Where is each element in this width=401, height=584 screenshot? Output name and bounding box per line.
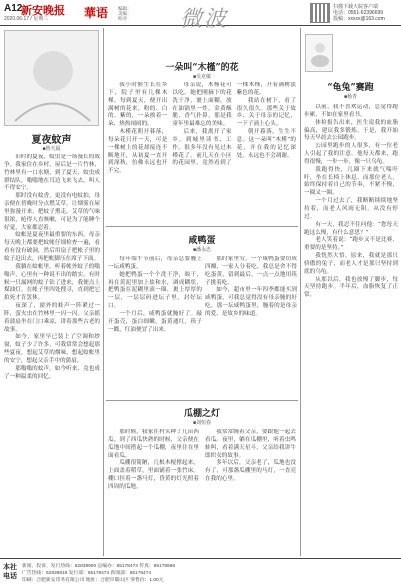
- article-body: [4, 154, 100, 556]
- qr-line: 投稿：xxxxx@163.com: [333, 16, 385, 22]
- qr-line: 电话：0551-62396699: [333, 10, 384, 16]
- article-paragraph: 我恍然大悟。原来，我就是那只骄傲的兔子，而老人才是那只坚持到底的乌龟。: [304, 253, 398, 275]
- article-paragraph: 我跑得快，几圈下来就气喘吁吁，坐在长椅上休息。而那位老人，始终保持着自己的节奏，不紧不慢，一圈又一圈。: [304, 166, 398, 197]
- article-paragraph: 木槿花朝开暮落，每朵花只开一天，可是一棵树上的花却接连不断地开，从初夏一直开到深秋，仿佛永远也开不完。: [108, 129, 168, 175]
- designer-line: 美编：: [118, 11, 132, 16]
- article-paragraph: 老人笑着说：“跑步又不是比赛，重要的是坚持。”: [304, 237, 398, 252]
- article-paragraph: 一个月过去了，我断断续续地坚持着，而老人风雨无阻，从没有停过。: [304, 198, 398, 220]
- article-paragraph: 母亲说，木槿花可以吃。她把刚摘下的花洗干净，裹上面糊，放在油锅里一炸，金黄酥脆，香气扑鼻。那是我童年里最难忘的美味。: [172, 82, 232, 128]
- article-paragraph: 她把鸭蛋一个个洗干净，晾干，再在黄泥里加上盐和水，调成糊状，把鸭蛋在泥糊里滚一圈，裹上厚厚的一层，一层层码进坛子里，封好坛口。: [108, 271, 202, 310]
- article-body: [304, 104, 398, 556]
- page-number: A12: [4, 3, 23, 14]
- section-divider: [106, 400, 298, 401]
- article-byline: ■潘永忠: [192, 247, 212, 253]
- illustration-image: [4, 30, 99, 126]
- article-paragraph: 如今，超市里一年四季都能买到咸鸭蛋，可我总觉得没有母亲腌的好吃。那一坛咸鸭蛋里，腌着的是母亲的爱，是故乡的味道。: [205, 287, 297, 317]
- newspaper-name: 新安晚报: [21, 4, 65, 17]
- article-paragraph: 后来，我离开了家乡，到城里读书、工作，很多年没有见过木槿花了。前几天在小区的花园里，竟然看到了一棵木槿，开着满树淡紫色的花。: [172, 82, 296, 167]
- article-paragraph: 从那以后，我也放慢了脚步，每天坚持跑步。半年后，血脂恢复了正常。: [304, 276, 398, 299]
- article-title: “龟兔”赛跑: [327, 83, 374, 93]
- article-paragraph: 以前，我不喜欢运动，总觉得跑步累，不如在家里看书。: [304, 104, 398, 118]
- article-paragraph: 那时候，我家在村头种了几亩西瓜。到了西瓜快熟的时候，父亲便在瓜地中间搭起一个瓜棚，夜里住在里面看瓜。: [108, 429, 199, 459]
- article-paragraph: 那时家里穷，一个咸鸭蛋要切成四瓣，一家人分着吃。我总是舍不得吃蛋黄，留到最后，一点一点地用筷子挑着吃。: [205, 256, 297, 286]
- column-divider: [300, 28, 301, 556]
- footer-line: 新闻、投诉、发行热线：62839900 总编办：65178474 传真：65178968: [22, 564, 176, 569]
- article-paragraph: 每年端午节前后，母亲总要腌上一坛咸鸭蛋。: [108, 256, 202, 270]
- editor-credits: [118, 6, 132, 21]
- qr-line: 扫描下载大皖客户端: [333, 4, 379, 10]
- editor-line: 编辑：: [118, 6, 132, 11]
- article-paragraph: 我站在树下，看了很久很久。那些关于故乡、关于母亲的记忆，一下子涌上心头。: [236, 97, 296, 128]
- issue-date: 2020.06.17 / 星期三: [4, 16, 49, 22]
- article-title: 咸鸭蛋: [188, 236, 216, 246]
- article-paragraph: 那嗡嗡的蚊声，如今听来，竟也成了一种温柔的回忆。: [4, 365, 100, 380]
- article-paragraph: 瓜棚很简陋，几根木棍撑起来，上面盖着稻草，里面铺着一张竹床。棚口挂着一盏马灯，昏黄的灯光照着四周的瓜地。: [108, 460, 199, 490]
- article-body: [108, 429, 296, 555]
- qr-code-icon: [310, 3, 330, 23]
- article-title: 一朵叫“木槿”的花: [165, 63, 239, 73]
- footer-line: 广告热线：62839818 发行部：65178474 新闻部：65178474: [22, 571, 152, 576]
- article-paragraph: 多年以后，父亲老了，瓜地也没有了，可那盏瓜棚里的马灯，一直亮在我的心里。: [205, 460, 296, 483]
- footer-label: 本社电话: [3, 564, 17, 580]
- article-body: [205, 256, 297, 398]
- column-brand: 微波: [180, 7, 229, 32]
- article-paragraph: 我躺在蚊帐里，听着帐外蚊子的嗡嗡声，心里有一种说不出的踏实。有时候一只漏网的蚊子钻了进来，我便点上煤油灯，在帐子里四处搜寻，直到把它拍死才肯罢休。: [4, 263, 100, 302]
- article-title: 瓜棚之灯: [183, 409, 220, 419]
- article-paragraph: 体检报告出来，医生说我的血脂偏高，建议我多锻炼。于是，我开始每天早晨去公园跑步。: [304, 119, 398, 142]
- proofreader-line: 校对：: [118, 16, 132, 21]
- article-body: [108, 82, 296, 224]
- article-byline: ■鲁天福: [42, 146, 61, 152]
- article-paragraph: 公园里跑步的人很多，有一位老人引起了我的注意。他每天都来，跑得很慢，一步一步，像一只乌龟。: [304, 143, 398, 165]
- article-paragraph: 有一天，我忍不住问他：“您每天跑这么慢，有什么意思？”: [304, 221, 398, 236]
- article-title: 夏夜蚊声: [31, 135, 72, 146]
- article-paragraph: 夜深了，窗外的蛙声一阵紧过一阵，萤火虫在竹林里一闪一闪。父亲摇着蒲扇坐在门口乘凉，讲着那些古老的故事。: [4, 303, 100, 333]
- article-paragraph: 旧时的夏夜，蚊虫是一场漫长的战争。我家住在乡村，屋后是一片竹林，竹林里有一口水塘，到了夏天，蚊虫成群结队，嗡嗡地在耳边飞来飞去，叫人不得安宁。: [4, 154, 100, 192]
- article-paragraph: 朝开暮落，生生不息。这一朵叫“木槿”的花，开在我的记忆深处，永远也不会凋谢。: [236, 129, 296, 159]
- article-byline: ■刘恒春: [192, 420, 212, 426]
- footer-info: [0, 558, 401, 584]
- article-paragraph: 我常常缠着父亲，要跟他一起去看瓜。夜里，躺在瓜棚里，听着虫鸣蛙叫，看着满天星斗，父亲给我讲牛郎织女的故事。: [205, 429, 296, 459]
- article-body: [108, 256, 202, 398]
- qr-caption: [333, 4, 385, 22]
- article-paragraph: 如今，家里早已装上了空调和纱窗，蚊子少了许多，可我常常会想起那些夏夜，想起艾草的烟味，想起蚊帐里的安宁，想起父亲手中的蒲扇。: [4, 334, 100, 364]
- illustration-image: [305, 34, 333, 72]
- article-byline: ■吴克敏: [192, 74, 212, 80]
- column-divider: [103, 28, 104, 556]
- sketch-image: [5, 31, 100, 127]
- article-paragraph: 一个月后，咸鸭蛋就腌好了。敲开蛋壳，蛋白细嫩，蛋黄通红，筷子一戳，红油便冒了出来。: [108, 310, 202, 333]
- section-name: 華语: [84, 6, 109, 20]
- article-paragraph: 我小时候生长在乡下，院子里有几棵木槿，每到夏天，便开出满树的花来，粉的、白的、紫的，一朵挨着一朵，热热闹闹的。: [108, 82, 168, 128]
- section-divider: [106, 226, 298, 227]
- masthead: [0, 0, 401, 32]
- article-paragraph: 那时没有蚊香，更没有电蚊拍，母亲便在傍晚时分点燃艾草，让烟雾在屋里弥漫开来，把蚊子熏走。艾草的气味很浓，呛得人直咳嗽，可是为了能睡个好觉，大家都忍着。: [4, 193, 100, 231]
- footer-line: 印刷：合肥新安印务有限公司 地址：合肥市蜀山区 零售价：1.00元: [22, 578, 164, 583]
- sketch-image: [306, 35, 334, 73]
- article-paragraph: 蚊帐是夏夜里最重要的东西。母亲每天晚上都要把蚊帐仔细检查一遍，看看有没有破洞，然后用扇子把帐子里的蚊子赶出去，再把帐脚压在席子下面。: [4, 232, 100, 262]
- article-byline: ■杨青: [343, 94, 358, 100]
